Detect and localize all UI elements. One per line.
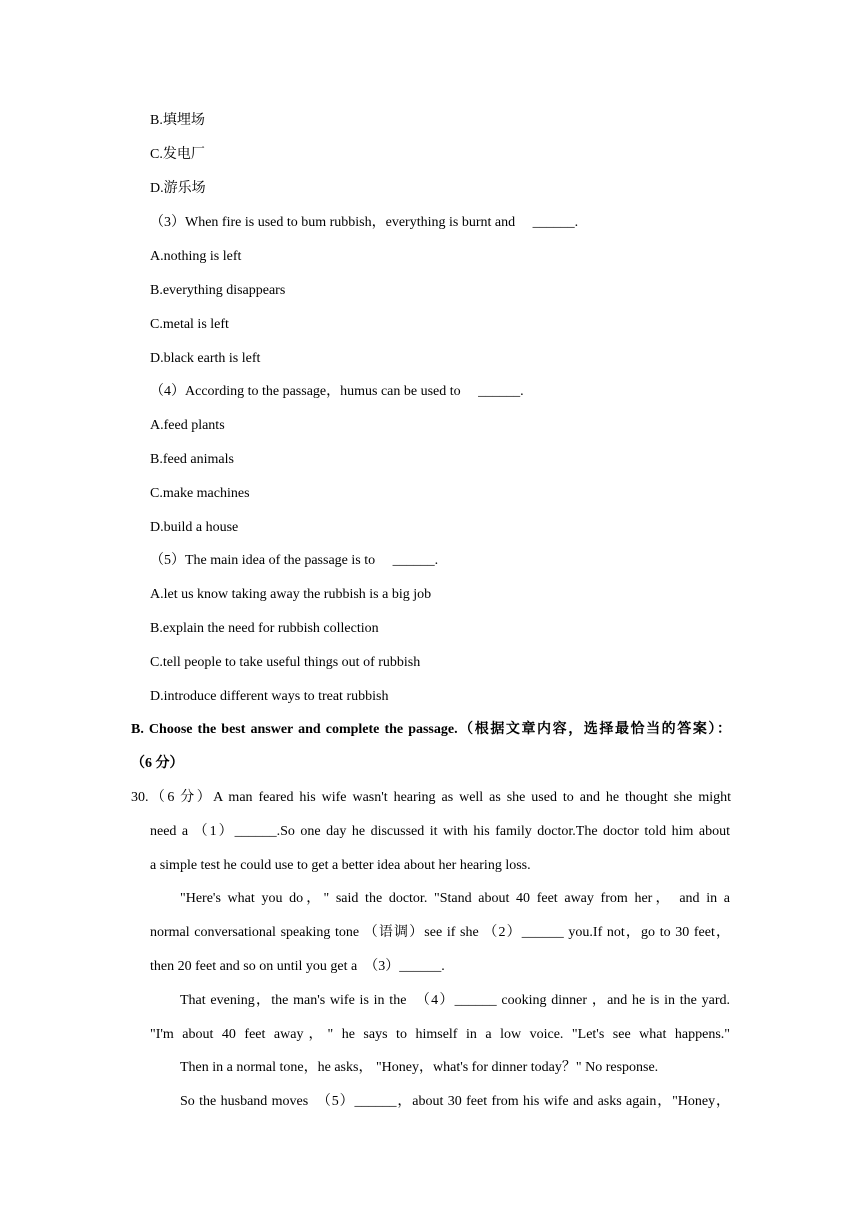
q30-line-8: "I'm about 40 feet away，" he says to himself in a low voice. "Let's see what happens.": [150, 1027, 730, 1042]
question-5-stem: （5）The main idea of the passage is to ______.: [150, 553, 439, 568]
q30-line-1: 30.（6 分）A man feared his wife wasn't hearing as well as she used to and he thought she might: [131, 790, 731, 805]
q4-option-a: A.feed plants: [150, 418, 225, 433]
q30-line-7: That evening，the man's wife is in the （4）______ cooking dinner ，and he is in the yard.: [180, 993, 730, 1008]
q30-line-2: need a （1）______.So one day he discussed it with his family doctor.The doctor told him about: [150, 824, 730, 839]
section-b-points: （6 分）: [131, 756, 184, 771]
question-3-stem: （3）When fire is used to bum rubbish，everything is burnt and ______.: [150, 215, 579, 230]
q4-option-b: B.feed animals: [150, 452, 234, 467]
q30-line-3: a simple test he could use to get a better idea about her hearing loss.: [150, 858, 531, 873]
q3-option-b: B.everything disappears: [150, 283, 286, 298]
q3-option-a: A.nothing is left: [150, 249, 242, 264]
q30-line-9: Then in a normal tone，he asks， "Honey，what's for dinner today？" No response.: [180, 1060, 659, 1075]
question-4-stem: （4）According to the passage，humus can be used to ______.: [150, 384, 524, 399]
q3-option-d: D.black earth is left: [150, 351, 261, 366]
q5-option-d: D.introduce different ways to treat rubbish: [150, 689, 389, 704]
option-d-amusement-park: D.游乐场: [150, 181, 206, 196]
option-b-landfill: B.填埋场: [150, 113, 205, 128]
q5-option-b: B.explain the need for rubbish collection: [150, 621, 379, 636]
q5-option-a: A.let us know taking away the rubbish is a big job: [150, 587, 432, 602]
q30-line-4: "Here's what you do，" said the doctor. "Stand about 40 feet away from her， and in a: [180, 891, 730, 906]
q4-option-c: C.make machines: [150, 486, 250, 501]
q5-option-c: C.tell people to take useful things out of rubbish: [150, 655, 421, 670]
option-c-power-plant: C.发电厂: [150, 147, 205, 162]
q30-line-10: So the husband moves （5）______，about 30 feet from his wife and asks again，"Honey，: [180, 1094, 730, 1109]
section-b-heading: B. Choose the best answer and complete the passage.（根据文章内容，选择最恰当的答案）：: [131, 722, 731, 737]
q4-option-d: D.build a house: [150, 520, 239, 535]
q30-line-6: then 20 feet and so on until you get a （3）______.: [150, 959, 445, 974]
q30-line-5: normal conversational speaking tone （语调）see if she （2）______ you.If not，go to 30 feet，: [150, 925, 730, 940]
q3-option-c: C.metal is left: [150, 317, 229, 332]
